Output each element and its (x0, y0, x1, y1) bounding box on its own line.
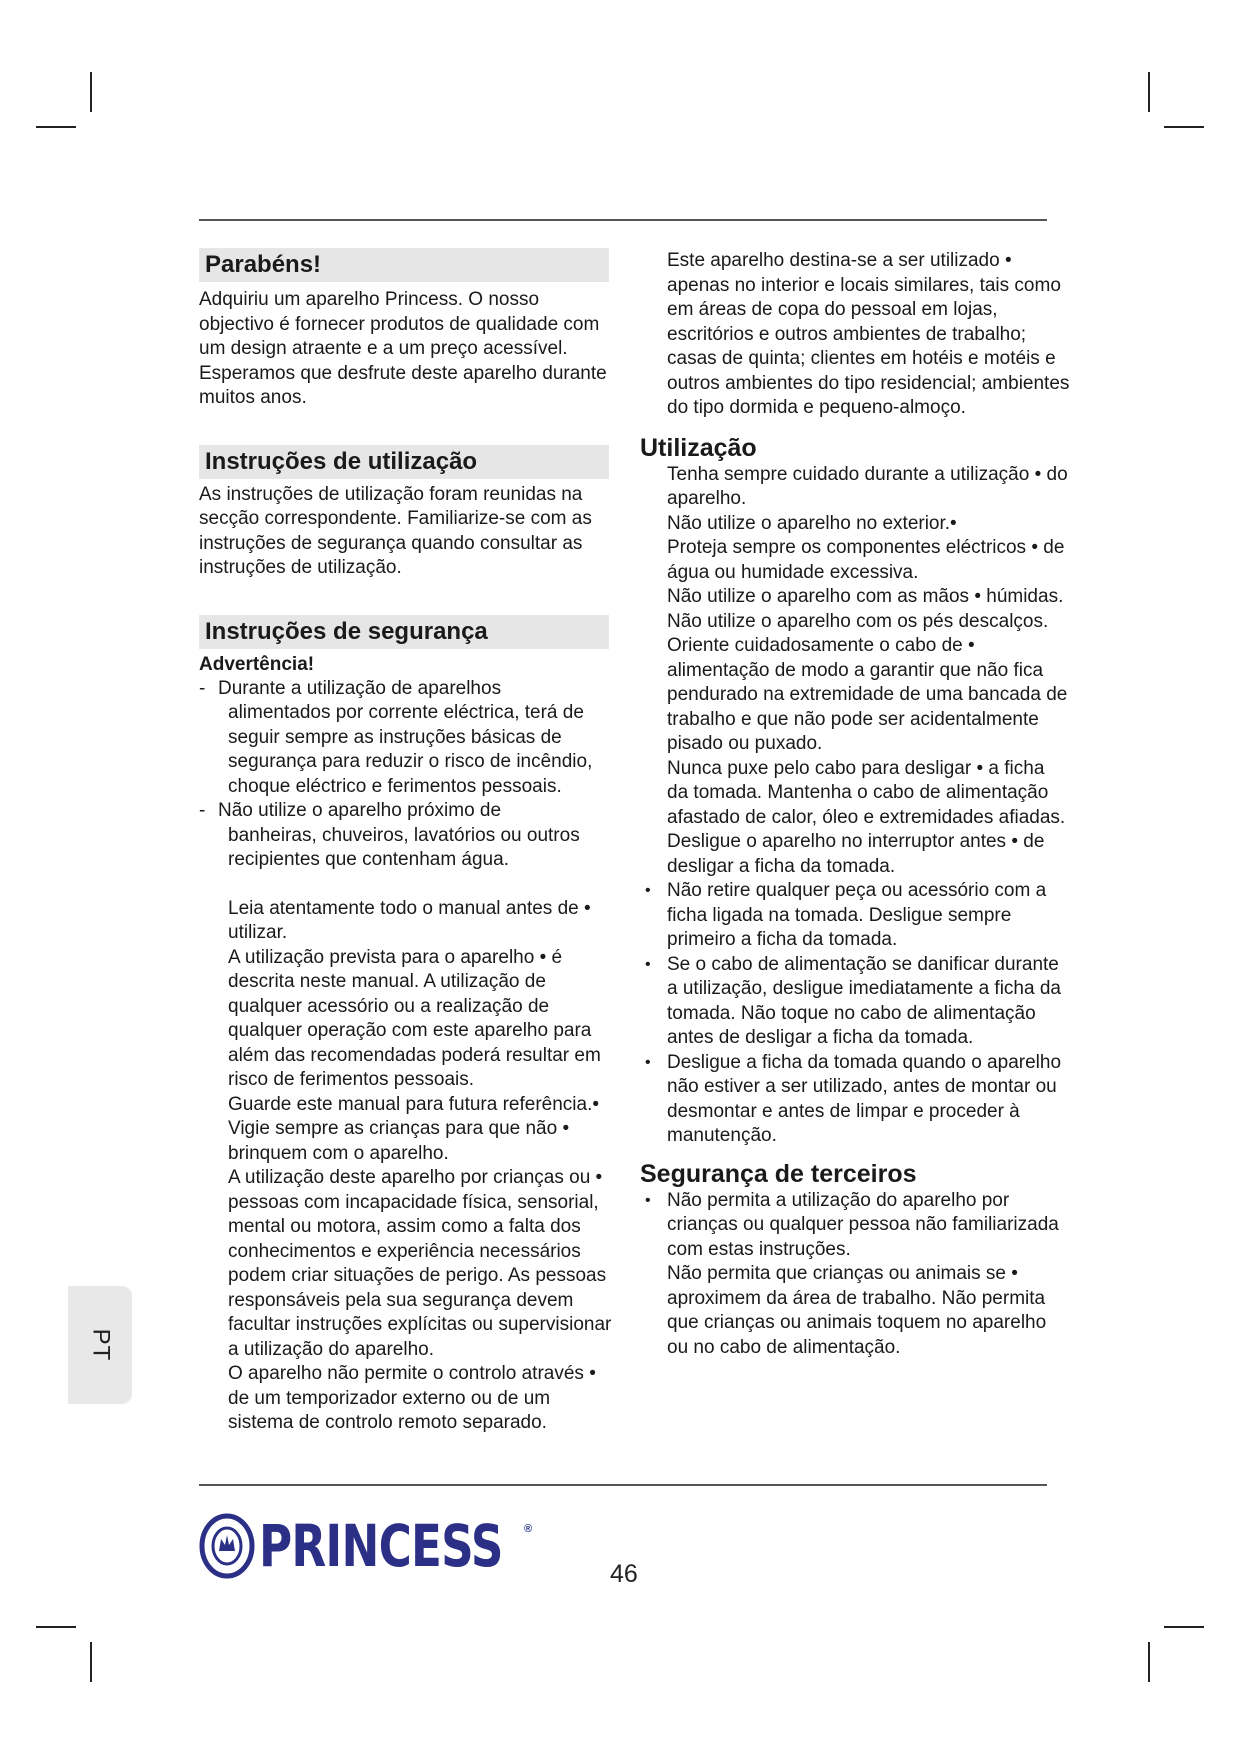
language-tab (68, 1286, 132, 1404)
list-item (640, 757, 1070, 831)
usage-heading: Utilização (640, 433, 757, 462)
list-item (640, 634, 1070, 757)
crop-mark (90, 72, 92, 112)
third-party-heading: Segurança de terceiros (640, 1159, 917, 1188)
instructions-text: As instruções de utilização foram reunidas na secção correspondente. Familiarize-se com as instruções de segurança quando consultar as instruções de utilização. (199, 483, 592, 578)
safety-list (199, 897, 619, 1436)
safety-heading: Instruções de segurança (199, 615, 609, 649)
page-number: 46 (610, 1560, 638, 1588)
usage-item-text: Desligue o aparelho no interruptor antes • de desligar a ficha da tomada. (667, 831, 1045, 877)
crop-mark (90, 1642, 92, 1682)
usage-item-text: Nunca puxe pelo cabo para desligar • a ficha da tomada. Mantenha o cabo de alimentação afastado de calor, óleo e extremidades afiadas. (667, 757, 1066, 828)
crop-mark (1148, 1642, 1150, 1682)
safety-item: Vigie sempre as crianças para que não • brinquem com o aparelho. (228, 1118, 570, 1164)
intro-item-text: Este aparelho destina-se a ser utilizado • apenas no interior e locais similares, tais como em áreas de copa do pessoal em lojas, escritórios e outros ambientes de trabalho; casas de quinta; clientes em hotéis e motéis e outros ambientes do tipo residencial; ambientes do tipo dormida e pequeno-almoço. (667, 250, 1070, 418)
usage-item-text: Tenha sempre cuidado durante a utilização • do aparelho. (667, 463, 1068, 509)
instructions-heading: Instruções de utilização (199, 445, 609, 479)
crop-mark (36, 126, 76, 128)
dash-marker: - (199, 677, 206, 699)
safety-item: Leia atentamente todo o manual antes de • utilizar. (228, 897, 591, 943)
third-party-item-text: Não permita que crianças ou animais se • aproximem da área de trabalho. Não permita que crianças ou animais toquem no aparelho ou no cabo de alimentação. (667, 1263, 1047, 1358)
list-item (640, 512, 1070, 537)
bottom-rule (199, 1484, 1047, 1486)
intro-list (640, 249, 1070, 421)
list-item (640, 585, 1070, 634)
usage-list (640, 463, 1070, 1149)
usage-item-text: Proteja sempre os componentes eléctricos • de água ou humidade excessiva. (667, 537, 1065, 583)
crop-mark (36, 1626, 76, 1628)
usage-item-text: Se o cabo de alimentação se danificar durante a utilização, desligue imediatamente a ficha da tomada. Não toque no cabo de alimentação antes de desligar a ficha da tomada. (667, 953, 1061, 1048)
dash-marker: - (199, 800, 206, 821)
list-item (640, 830, 1070, 879)
list-item (640, 463, 1070, 512)
warning-label: Advertência! (199, 653, 315, 675)
list-item (640, 1051, 1070, 1149)
usage-item-text: Não utilize o aparelho com as mãos • húmidas. Não utilize o aparelho com os pés descalços. (667, 586, 1064, 632)
safety-item: O aparelho não permite o controlo através • de um temporizador externo ou de um sistema de controlo remoto separado. (228, 1363, 596, 1433)
dash-item-first: Não utilize o aparelho próximo de (218, 800, 502, 821)
registered-mark-icon: ® (524, 1523, 533, 1535)
bullet-marker: • (645, 1053, 651, 1071)
bullet-marker: • (645, 1191, 651, 1209)
usage-item-text: Oriente cuidadosamente o cabo de • alimentação de modo a garantir que não fica pendurado na extremidade de uma bancada de trabalho e que não pode ser acidentalmente pisado ou puxado. (667, 635, 1068, 754)
right-column (640, 249, 1070, 1360)
dash-item-first: Durante a utilização de aparelhos (218, 677, 502, 699)
top-rule (199, 219, 1047, 221)
crown-emblem-icon (199, 1513, 255, 1579)
list-item (640, 536, 1070, 585)
congrats-heading: Parabéns! (199, 248, 609, 282)
third-party-item-text: Não permita a utilização do aparelho por crianças ou qualquer pessoa não familiarizada com estas instruções. (667, 1189, 1059, 1260)
list-item (640, 249, 1070, 421)
congrats-text: Adquiriu um aparelho Princess. O nosso objectivo é fornecer produtos de qualidade com um design atraente e a um preço acessível. Esperamos que desfrute deste aparelho durante muitos anos. (199, 289, 607, 408)
crop-mark (1164, 126, 1204, 128)
safety-item: A utilização deste aparelho por crianças ou • pessoas com incapacidade física, sensorial, mental ou motora, assim como a falta dos conhecimentos e experiência necessários podem criar situações de perigo. As pessoas responsáveis pela sua segurança devem facultar instruções explícitas ou supervisionar a utilização do aparelho. (228, 1167, 612, 1360)
princess-logo (199, 1510, 571, 1582)
bullet-marker: • (645, 882, 651, 899)
list-item (640, 879, 1070, 953)
crop-mark (1148, 72, 1150, 112)
dash-item-rest: alimentados por corrente eléctrica, terá de seguir sempre as instruções básicas de segurança para reduzir o risco de incêndio, choque eléctrico e ferimentos pessoais. (228, 702, 593, 797)
safety-item: A utilização prevista para o aparelho • é descrita neste manual. A utilização de qualquer acessório ou a realização de qualquer operação com este aparelho para além das recomendadas poderá resultar em risco de ferimentos pessoais. (228, 946, 601, 1090)
list-item (640, 1262, 1070, 1360)
crop-mark (1164, 1626, 1204, 1628)
third-party-list (640, 1189, 1070, 1361)
left-column (199, 248, 619, 1436)
bullet-marker: • (645, 955, 651, 973)
list-item (640, 953, 1070, 1051)
safety-item: Guarde este manual para futura referência.• (228, 1093, 600, 1115)
usage-item-text: Não retire qualquer peça ou acessório com a ficha ligada na tomada. Desligue sempre primeiro a ficha da tomada. (667, 880, 1047, 950)
dash-item (199, 799, 619, 873)
usage-item-text: Desligue a ficha da tomada quando o aparelho não estiver a ser utilizado, antes de montar ou desmontar e antes de limpar e proceder à manutenção. (667, 1051, 1062, 1146)
language-tab-label: PT (86, 1328, 114, 1362)
list-item (640, 1189, 1070, 1263)
usage-item-text: Não utilize o aparelho no exterior.• (667, 512, 957, 534)
logo-wordmark: PRINCESS (259, 1512, 503, 1580)
dash-item-rest: banheiras, chuveiros, lavatórios ou outros recipientes que contenham água. (228, 824, 580, 870)
dash-item (199, 677, 619, 800)
